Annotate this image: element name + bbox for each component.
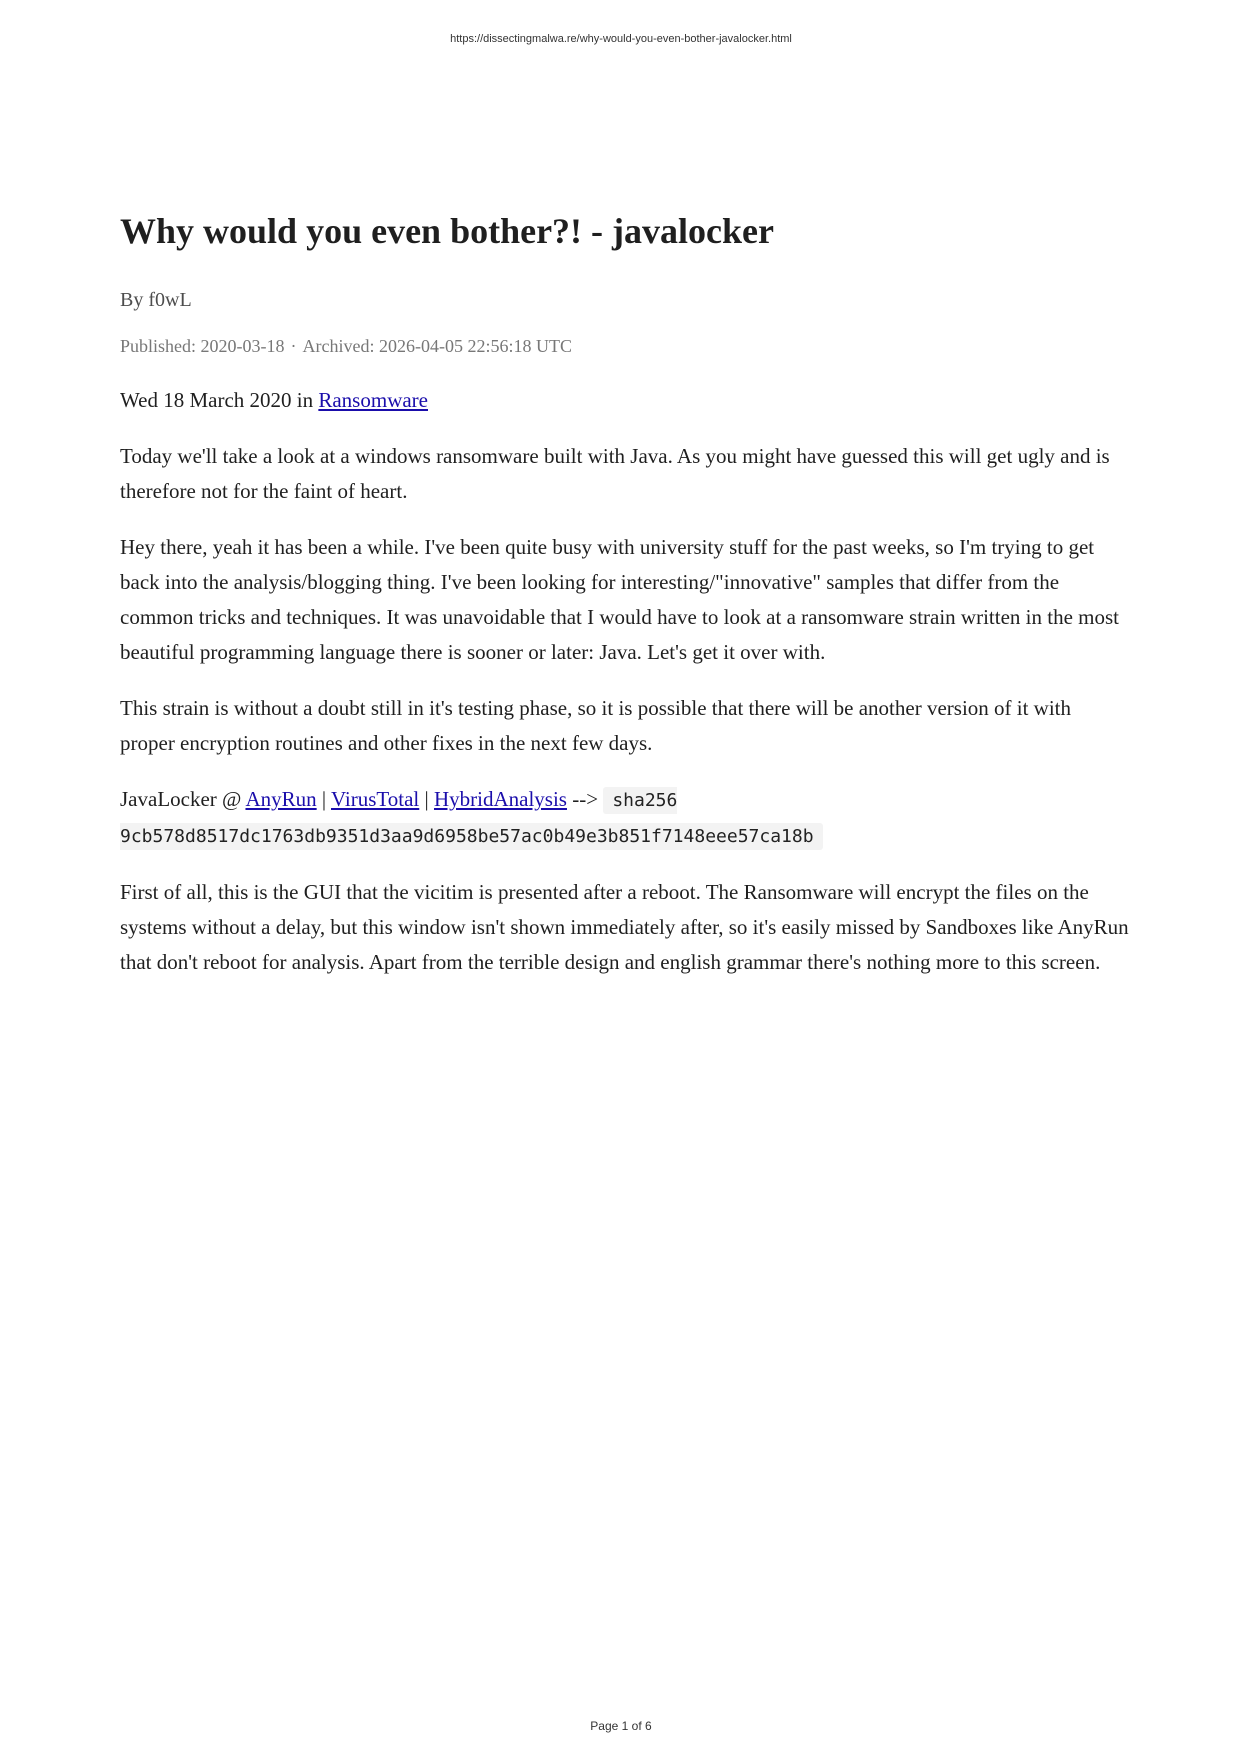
paragraph-background: Hey there, yeah it has been a while. I've been quite busy with university stuff for the past weeks, so I'm trying to get back into the analysis/blogging thing. I've been looking for interesting/"innovative" samples that differ from the common tricks and techniques. It was unavoidable that I would have to look at a ransomware strain written in the most beautiful programming language there is sooner or later: Java. Let's get it over with. (120, 535, 1119, 665)
post-date: Wed 18 March 2020 in (120, 388, 314, 413)
link-divider: | (321, 787, 327, 812)
sha256-hash: 9cb578d8517dc1763db9351d3aa9d6958be57ac0b49e3b851f7148eee57ca18b (120, 826, 814, 848)
post-date-line (120, 383, 1130, 418)
page-url-header: https://dissectingmalwa.re/why-would-you-even-bother-javalocker.html (450, 33, 792, 45)
link-divider: | (424, 787, 429, 812)
publication-meta (120, 336, 1130, 357)
page-number-footer: Page 1 of 6 (590, 1719, 652, 1733)
sample-prefix: JavaLocker @ (120, 787, 242, 812)
anyrun-link[interactable]: AnyRun (245, 787, 317, 812)
article (120, 210, 1130, 980)
paragraph-testing-phase: This strain is without a doubt still in it's testing phase, so it is possible that there will be another version of it with proper encryption routines and other fixes in the next few days. (120, 696, 1072, 756)
sample-links-line (120, 782, 1130, 854)
paragraph-gui-description: First of all, this is the GUI that the vicitim is presented after a reboot. The Ransomware will encrypt the files on the systems without a delay, but this window isn't shown immediately after, so it's easily missed by Sandboxes like AnyRun that don't reboot for analysis. Apart from the terrible design and english grammar there's nothing more to this screen. (120, 880, 1129, 975)
paragraph-intro: Today we'll take a look at a windows ransomware built with Java. As you might have guessed this will get ugly and is therefore not for the faint of heart. (120, 444, 1110, 504)
article-title: Why would you even bother?! - javalocker (120, 211, 774, 251)
hybridanalysis-link[interactable]: HybridAnalysis (433, 787, 567, 812)
arrow-text: --> (572, 787, 599, 812)
hash-label: sha256 (612, 790, 678, 812)
virustotal-link[interactable]: VirusTotal (331, 787, 420, 812)
meta-separator: · (290, 336, 297, 357)
author-byline: By f0wL (120, 289, 192, 312)
archived-date: Archived: 2026-04-05 22:56:18 UTC (302, 336, 572, 357)
published-date: Published: 2020-03-18 (120, 336, 285, 357)
category-link-ransomware[interactable]: Ransomware (318, 388, 428, 413)
